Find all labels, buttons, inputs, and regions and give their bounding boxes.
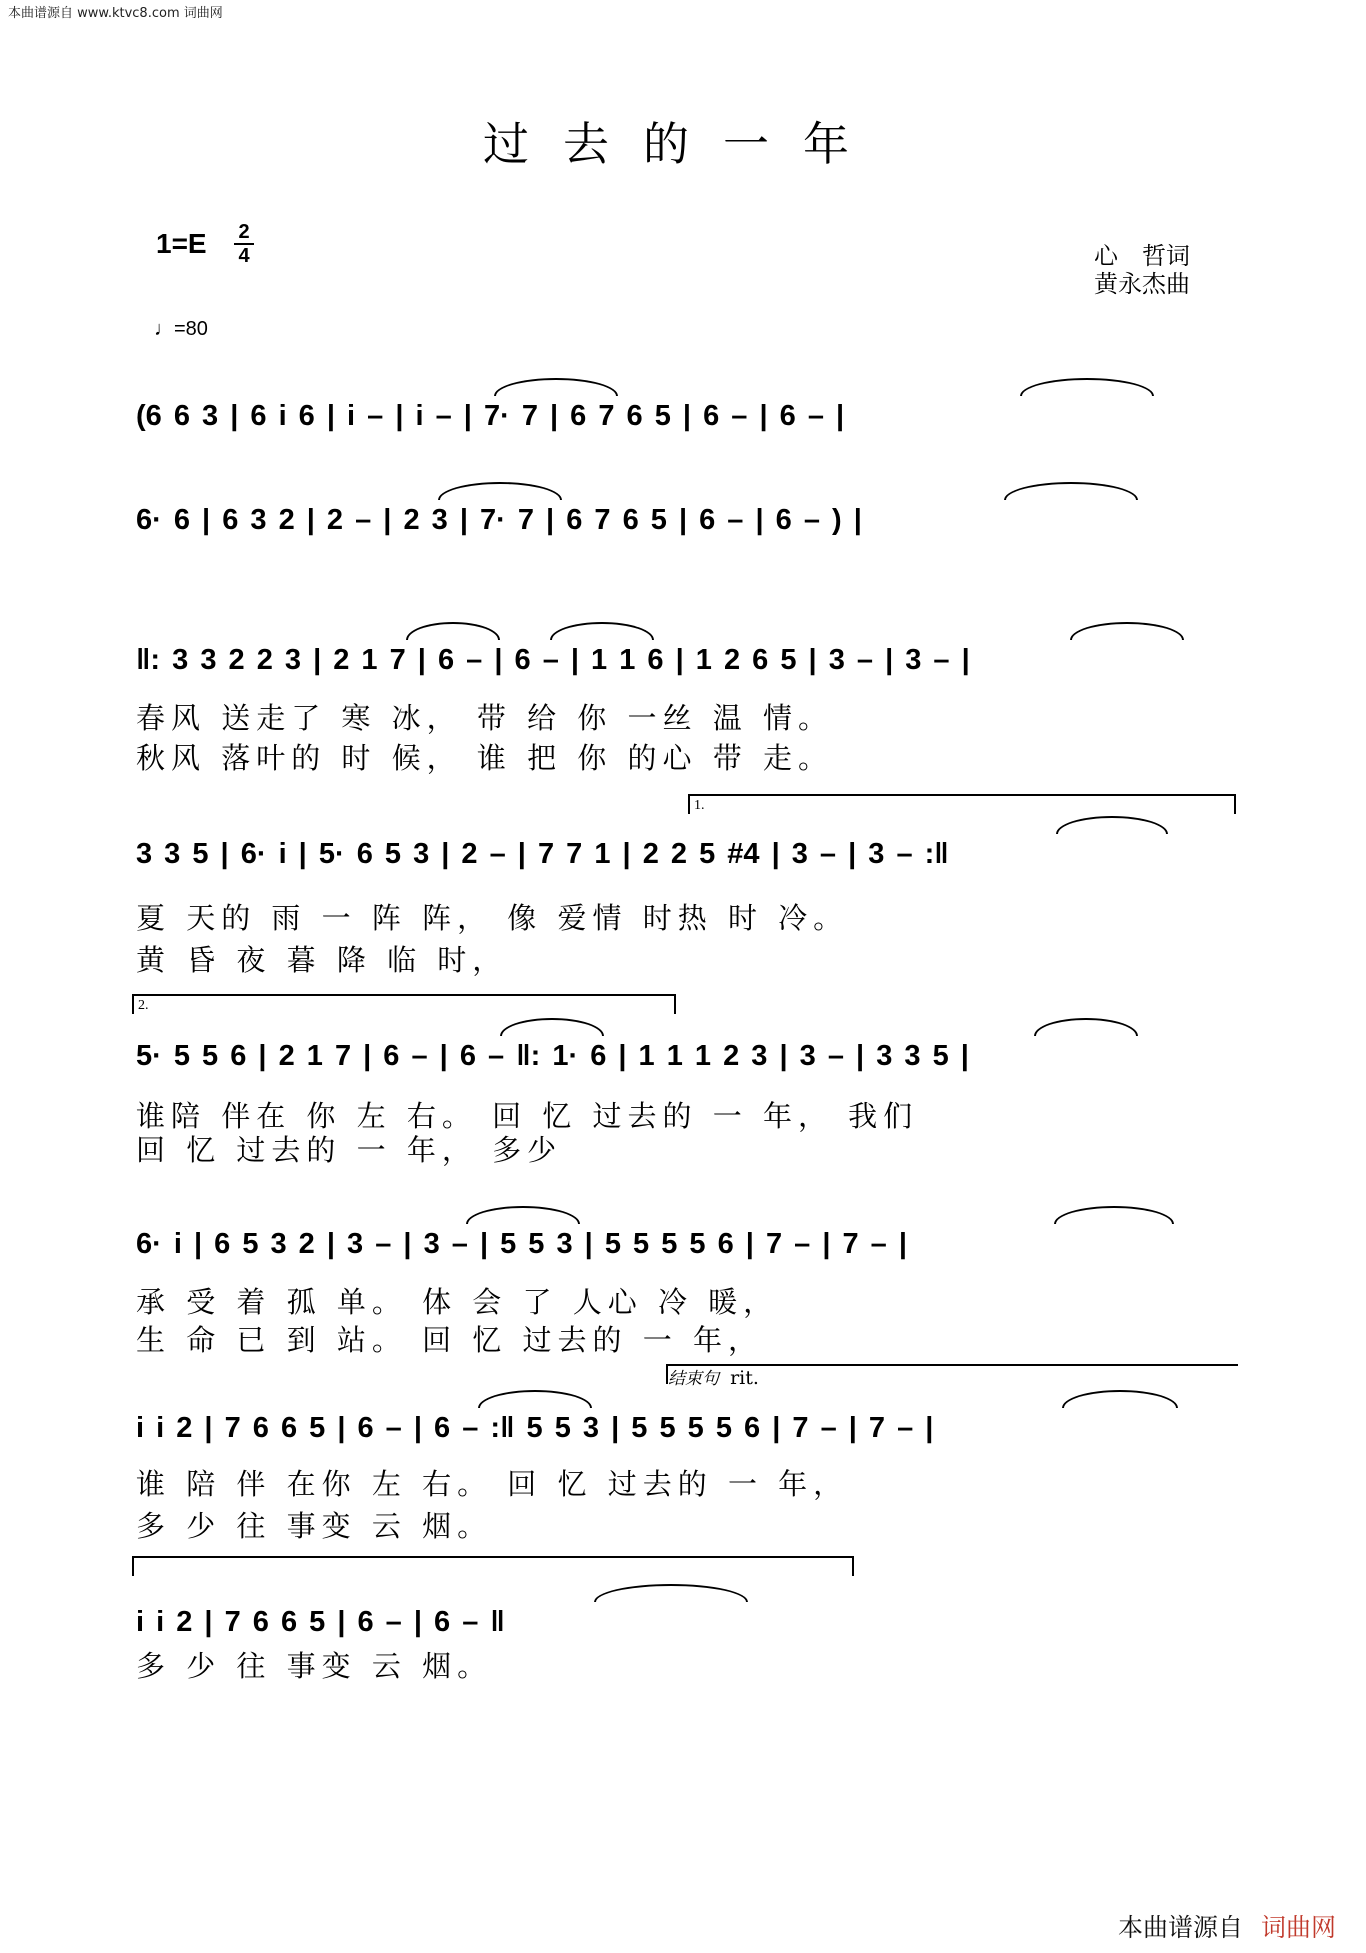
lyricist-credit: 心 哲词 [1094,242,1190,270]
tie-1 [494,378,618,396]
system-7-notes: i i 2 | 7 6 6 5 | 6 – | 6 – :‖ 5 5 3 | 5 5 5 5 6 | 7 – | 7 – | [136,1412,934,1444]
bottom-watermark-site[interactable]: 词曲网 [1261,1913,1337,1942]
top-watermark: 本曲谱源自 www.ktvc8.com 词曲网 [8,6,223,21]
ritardando-marking: rit. [730,1367,759,1389]
composer-credit: 黄永杰曲 [1094,270,1190,298]
ending-phrase-bracket [666,1364,1238,1384]
tie-9 [500,1018,604,1036]
system-4-lyrics-verse-1: 夏 天的 雨 一 阵 阵， 像 爱情 时热 时 冷。 [136,901,849,935]
system-6-lyrics-verse-2: 生 命 已 到 站。 回 忆 过去的 一 年， [136,1323,763,1357]
song-title: 过去的一年 [483,117,883,171]
tie-12 [1054,1206,1174,1224]
system-3-lyrics-verse-1: 春风 送走了 寒 冰， 带 给 你 一丝 温 情。 [136,701,833,735]
system-4-notes: 3 3 5 | 6· i | 5· 6 5 3 | 2 – | 7 7 1 | 2 2 5 #4 | 3 – | 3 – :‖ [136,838,949,870]
time-bottom: 4 [238,245,250,267]
tie-15 [594,1584,748,1602]
tie-14 [1062,1390,1178,1408]
tie-6 [550,622,654,640]
tie-4 [1004,482,1138,500]
ending-phrase-label: 结束句 [668,1369,719,1389]
tie-8 [1056,816,1168,834]
time-top: 2 [238,221,250,243]
system-6-notes: 6· i | 6 5 3 2 | 3 – | 3 – | 5 5 3 | 5 5 5 5 6 | 7 – | 7 – | [136,1228,907,1260]
bottom-watermark-source: 本曲谱源自 [1118,1913,1244,1942]
system-5-notes: 5· 5 5 6 | 2 1 7 | 6 – | 6 – ‖: 1· 6 | 1 1 1 2 3 | 3 – | 3 3 5 | [136,1040,969,1072]
tie-11 [466,1206,580,1224]
system-5-lyrics-verse-2: 回 忆 过去的 一 年， 多少 [136,1133,563,1167]
key-signature: 1=E [156,228,207,259]
system-8-notes: i i 2 | 7 6 6 5 | 6 – | 6 – ‖ [136,1606,505,1638]
system-3-notes: ‖: 3 3 2 2 3 | 2 1 7 | 6 – | 6 – | 1 1 6 | 1 2 6 5 | 3 – | 3 – | [136,644,970,676]
tempo-marking: ♩=80 [154,318,208,340]
system-7-lyrics-verse-1: 谁 陪 伴 在你 左 右。 回 忆 过去的 一 年， [136,1467,849,1501]
bottom-watermark [1118,1908,1336,1944]
first-ending-label: 1. [694,798,705,813]
system-1-notes: (6 6 3 | 6 i 6 | i – | i – | 7· 7 | 6 7 6 5 | 6 – | 6 – | [136,400,845,432]
second-ending-label: 2. [138,998,149,1013]
system-2-notes: 6· 6 | 6 3 2 | 2 – | 2 3 | 7· 7 | 6 7 6 5 | 6 – | 6 – ) | [136,504,862,536]
first-ending-bracket [688,794,1236,814]
tie-5 [406,622,500,640]
system-5-lyrics-verse-1: 谁陪 伴在 你 左 右。 回 忆 过去的 一 年， 我们 [136,1099,919,1133]
system-8-lyrics: 多 少 往 事变 云 烟。 [136,1649,493,1683]
tie-2 [1020,378,1154,396]
system-7-lyrics-verse-2: 多 少 往 事变 云 烟。 [136,1509,493,1543]
tie-10 [1034,1018,1138,1036]
system-6-lyrics-verse-1: 承 受 着 孤 单。 体 会 了 人心 冷 暖， [136,1285,779,1319]
tie-3 [438,482,562,500]
tie-13 [478,1390,592,1408]
system-3-lyrics-verse-2: 秋风 落叶的 时 候， 谁 把 你 的心 带 走。 [136,741,833,775]
time-signature [234,222,254,266]
second-ending-bracket [132,994,676,1014]
tie-7 [1070,622,1184,640]
final-phrase-bracket [132,1556,854,1576]
system-4-lyrics-verse-2: 黄 昏 夜 暮 降 临 时， [136,943,508,977]
